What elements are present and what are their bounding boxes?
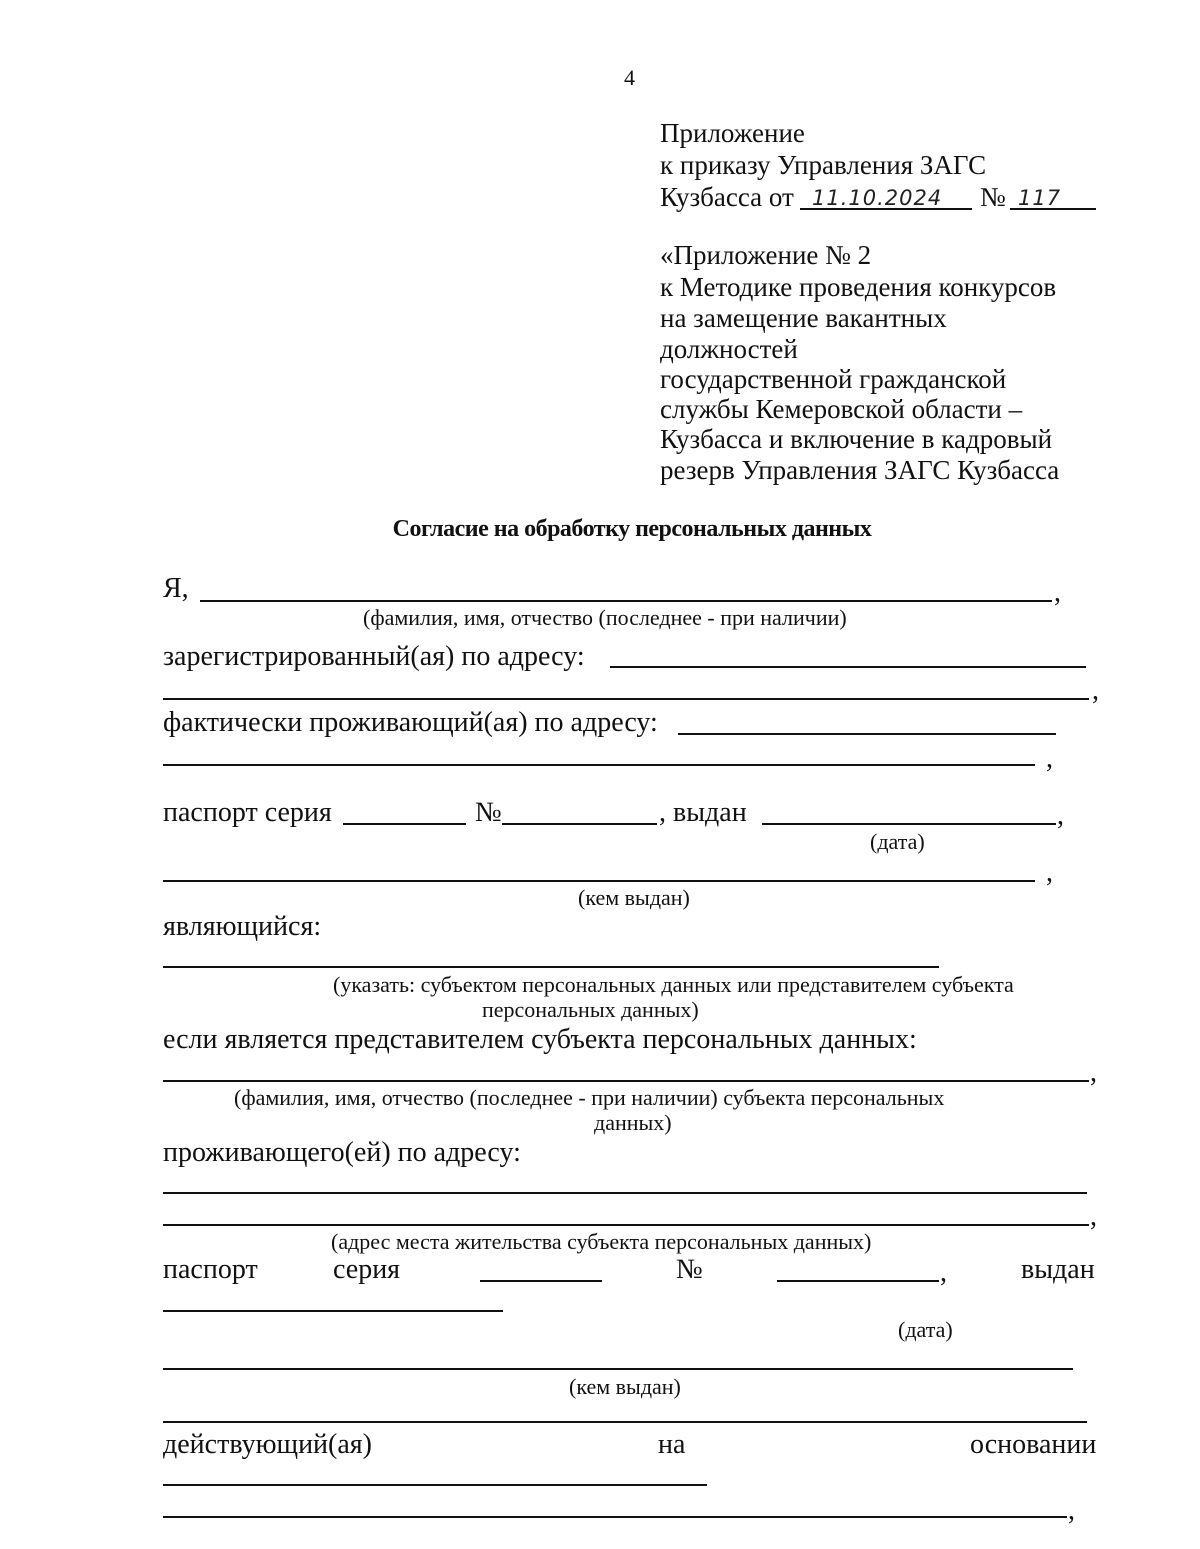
living-address-comma: , xyxy=(1090,1201,1097,1232)
living-address-line-2 xyxy=(163,1224,1089,1226)
passport-date-line xyxy=(762,823,1056,825)
subject-issued-by-line xyxy=(163,1368,1073,1370)
methodology-line-7: Кузбасса и включение в кадровый xyxy=(660,424,1053,454)
fio-line xyxy=(200,600,1052,602)
subject-date-line xyxy=(163,1310,503,1312)
being-label: являющийся: xyxy=(163,911,322,942)
on-word: на xyxy=(658,1429,686,1460)
methodology-line-6: службы Кемеровской области – xyxy=(660,394,1023,424)
actual-address-line-2 xyxy=(163,764,1035,766)
i-label: Я, xyxy=(163,573,189,604)
registered-address-line-2 xyxy=(163,698,1089,700)
header-line-1: Приложение xyxy=(660,118,805,148)
living-address-label: проживающего(ей) по адресу: xyxy=(163,1137,521,1168)
date-hint: (дата) xyxy=(870,829,925,854)
acting-label: действующий(ая) xyxy=(163,1429,372,1460)
order-date-handwritten: 11.10.2024 xyxy=(812,186,943,210)
page-number: 4 xyxy=(624,65,635,90)
registered-label: зарегистрированный(ая) по адресу: xyxy=(163,641,585,672)
order-number-handwritten: 117 xyxy=(1018,186,1062,210)
subject-number-line xyxy=(777,1280,939,1282)
subject-number-sign: № xyxy=(676,1254,703,1285)
header-line-3-prefix: Кузбасса от xyxy=(660,182,794,212)
passport-date-comma: , xyxy=(1057,800,1064,831)
living-address-line-1 xyxy=(163,1192,1087,1194)
subject-fio-hint-line-2: данных) xyxy=(594,1110,672,1135)
methodology-line-5: государственной гражданской xyxy=(660,364,1007,394)
subject-date-hint: (дата) xyxy=(898,1317,953,1342)
passport-issued-label: , выдан xyxy=(659,797,747,828)
subject-issued-by-hint: (кем выдан) xyxy=(569,1374,681,1399)
being-line xyxy=(163,966,939,968)
basis-word: основании xyxy=(970,1429,1097,1460)
actual-address-label: фактически проживающий(ая) по адресу: xyxy=(163,707,658,738)
fio-comma: , xyxy=(1054,577,1061,608)
order-number-underline xyxy=(1010,208,1096,210)
subject-number-comma: , xyxy=(940,1257,947,1288)
basis-line-1 xyxy=(163,1484,707,1486)
actual-address-line-1 xyxy=(678,733,1056,735)
issued-by-hint: (кем выдан) xyxy=(578,885,690,910)
passport-series-line xyxy=(343,823,466,825)
subject-address-hint: (адрес места жительства субъекта персональных данных) xyxy=(331,1229,872,1254)
methodology-line-3: на замещение вакантных xyxy=(660,303,947,333)
basis-comma: , xyxy=(1068,1495,1075,1526)
header-line-2: к приказу Управления ЗАГС xyxy=(660,150,987,180)
document-title: Согласие на обработку персональных данных xyxy=(392,516,872,542)
methodology-line-1: «Приложение № 2 xyxy=(660,240,872,270)
methodology-line-2: к Методике проведения конкурсов xyxy=(660,272,1057,302)
methodology-line-8: резерв Управления ЗАГС Кузбасса xyxy=(660,455,1060,485)
subject-hint-line-1: (указать: субъектом персональных данных или представителем субъекта xyxy=(333,972,1014,997)
subject-issued-by-line-2 xyxy=(163,1421,1087,1423)
actual-comma: , xyxy=(1046,743,1053,774)
passport-series-label: паспорт серия xyxy=(163,797,332,828)
passport-number-label: № xyxy=(475,797,502,828)
basis-line-2 xyxy=(163,1516,1067,1518)
subject-series-word: серия xyxy=(333,1254,401,1285)
fio-hint: (фамилия, имя, отчество (последнее - при наличии) xyxy=(363,605,847,630)
representative-label: если является представителем субъекта персональных данных: xyxy=(163,1024,917,1055)
issued-by-line xyxy=(163,880,1035,882)
subject-hint-line-2: персональных данных) xyxy=(482,997,699,1022)
subject-fio-line xyxy=(163,1080,1089,1082)
order-number-sign: № xyxy=(980,182,1006,212)
registered-address-line-1 xyxy=(610,666,1086,668)
passport-number-line xyxy=(502,823,657,825)
registered-comma: , xyxy=(1092,675,1099,706)
subject-issued-word: выдан xyxy=(1021,1254,1095,1285)
subject-series-line xyxy=(480,1280,602,1282)
order-date-underline xyxy=(800,208,972,210)
subject-passport-word: паспорт xyxy=(163,1254,258,1285)
subject-fio-comma: , xyxy=(1090,1057,1097,1088)
methodology-line-4: должностей xyxy=(660,334,798,364)
issued-by-comma: , xyxy=(1046,857,1053,888)
subject-fio-hint-line-1: (фамилия, имя, отчество (последнее - при наличии) субъекта персональных xyxy=(234,1085,945,1110)
